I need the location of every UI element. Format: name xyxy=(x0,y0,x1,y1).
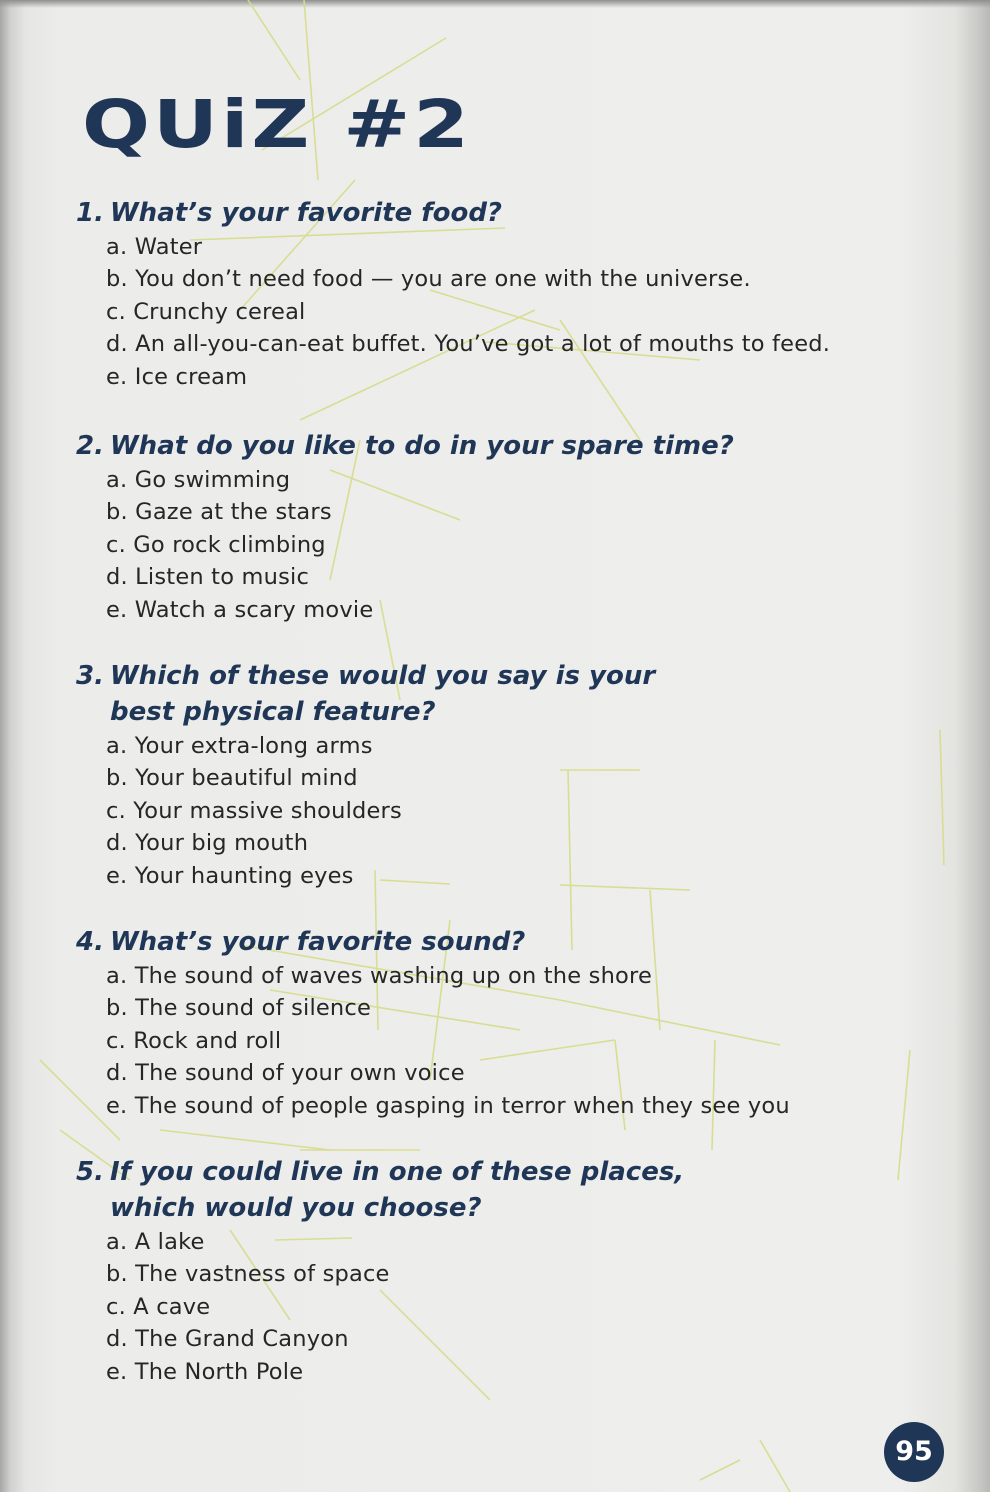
question-line: which would you choose? xyxy=(110,1193,482,1223)
question-line: If you could live in one of these places, xyxy=(110,1157,685,1187)
question-line: Which of these would you say is your xyxy=(110,661,656,691)
answer-option: a. A lake xyxy=(106,1229,205,1255)
answer-list xyxy=(76,730,896,892)
answer-option: c. Crunchy cereal xyxy=(106,298,306,325)
answer-option: a. Water xyxy=(106,234,203,260)
answer-option: d. An all-you-can-eat buffet. You’ve got a lot of mouths to feed. xyxy=(106,331,831,358)
answer-option: c. Go rock climbing xyxy=(106,531,326,558)
question-2 xyxy=(76,428,896,626)
question-number: 1. xyxy=(76,198,104,228)
answer-option: a. The sound of waves washing up on the shore xyxy=(106,963,653,989)
question-1 xyxy=(76,195,896,393)
answer-option: b. Gaze at the stars xyxy=(106,499,332,526)
answer-option: d. Listen to music xyxy=(106,564,310,591)
answer-option: a. Go swimming xyxy=(106,467,291,493)
answer-option: d. The Grand Canyon xyxy=(106,1326,349,1353)
question-number: 3. xyxy=(76,661,104,691)
answer-list xyxy=(76,1226,896,1388)
answer-option: b. The sound of silence xyxy=(106,995,372,1022)
page-title: QUiZ #2 xyxy=(82,86,472,163)
question-3 xyxy=(76,658,896,892)
question-text xyxy=(76,924,896,960)
question-text xyxy=(76,195,896,231)
answer-list xyxy=(76,464,896,626)
question-number: 2. xyxy=(76,431,104,461)
question-line: best physical feature? xyxy=(110,697,436,727)
answer-option: b. Your beautiful mind xyxy=(106,765,358,792)
answer-option: d. Your big mouth xyxy=(106,830,309,857)
question-number: 5. xyxy=(76,1157,104,1187)
answer-option: e. Your haunting eyes xyxy=(106,862,354,889)
answer-option: c. Rock and roll xyxy=(106,1027,282,1054)
answer-option: c. A cave xyxy=(106,1293,211,1320)
question-5 xyxy=(76,1154,896,1388)
page-number-badge: 95 xyxy=(884,1422,944,1482)
answer-option: e. The North Pole xyxy=(106,1358,304,1385)
question-text xyxy=(76,428,896,464)
answer-list xyxy=(76,231,896,393)
question-line: What’s your favorite food? xyxy=(110,198,503,228)
answer-list xyxy=(76,960,896,1122)
answer-option: e. The sound of people gasping in terror when they see you xyxy=(106,1092,790,1119)
answer-option: b. The vastness of space xyxy=(106,1261,390,1288)
answer-option: b. You don’t need food — you are one with the universe. xyxy=(106,266,751,293)
question-line: What do you like to do in your spare time? xyxy=(110,431,734,461)
question-4 xyxy=(76,924,896,1122)
question-text xyxy=(76,1154,896,1226)
answer-option: e. Ice cream xyxy=(106,363,248,390)
answer-option: d. The sound of your own voice xyxy=(106,1060,465,1087)
answer-option: a. Your extra-long arms xyxy=(106,733,373,759)
question-text xyxy=(76,658,896,730)
question-number: 4. xyxy=(76,927,104,957)
question-line: What’s your favorite sound? xyxy=(110,927,526,957)
answer-option: e. Watch a scary movie xyxy=(106,596,374,623)
answer-option: c. Your massive shoulders xyxy=(106,797,402,824)
